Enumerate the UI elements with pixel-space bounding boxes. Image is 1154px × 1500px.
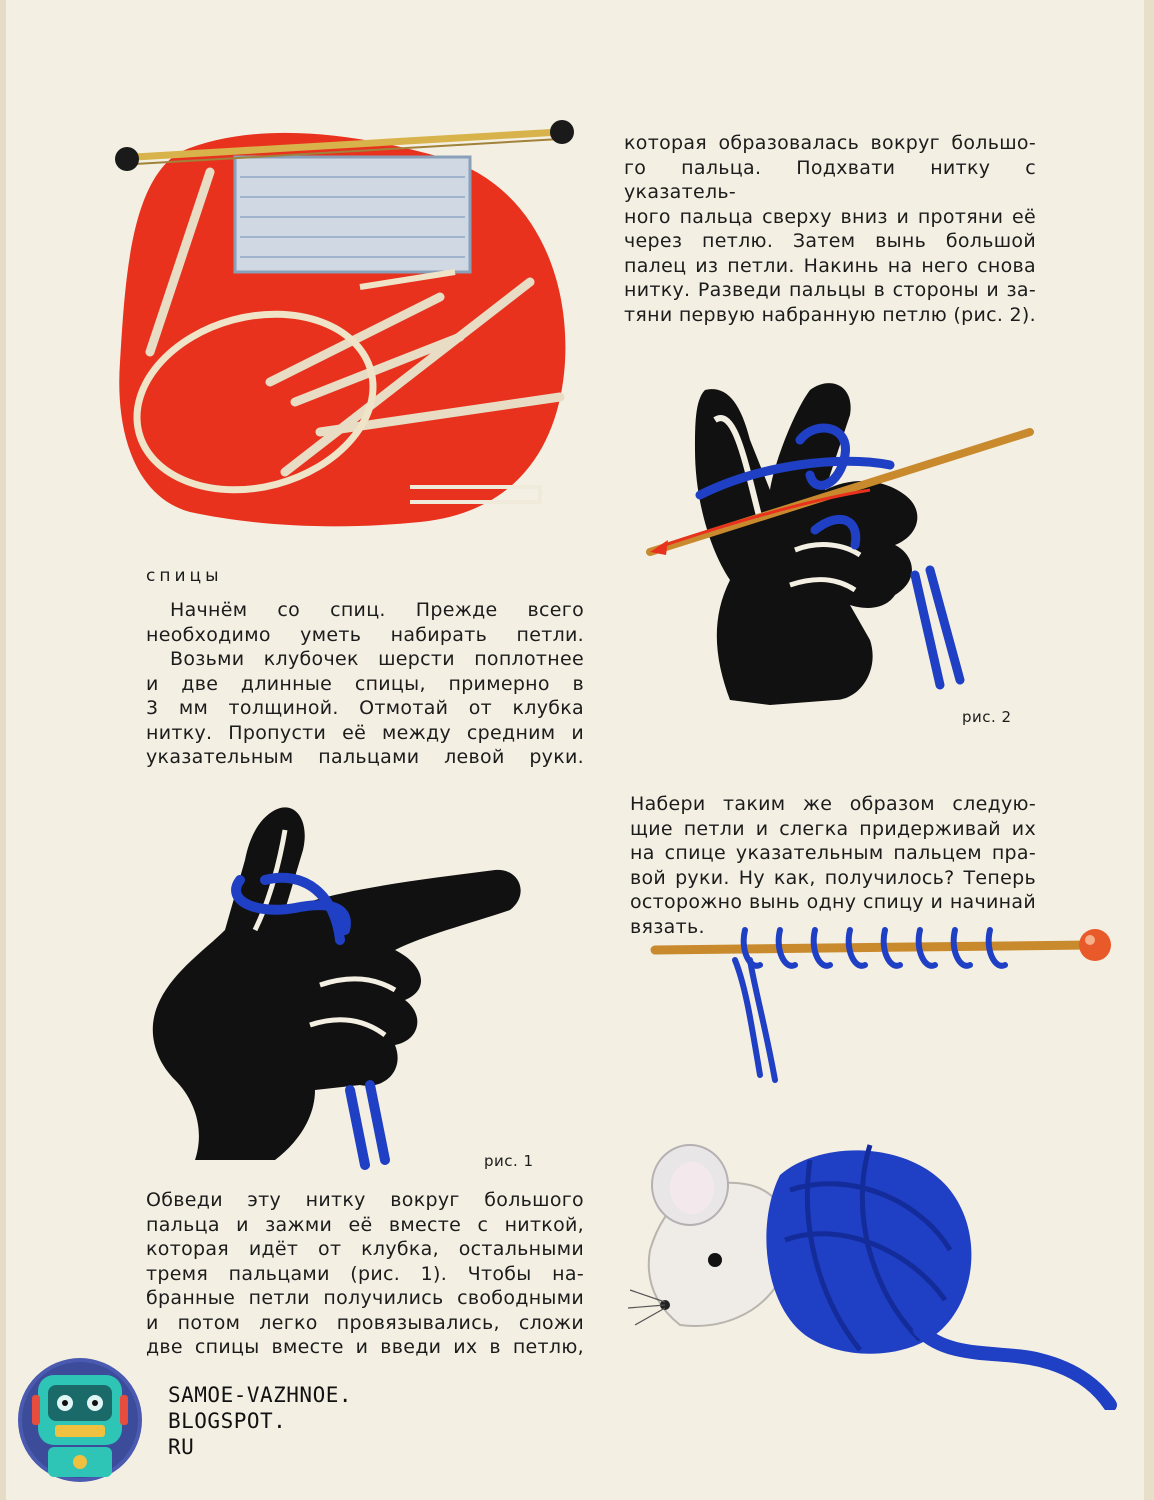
hand-silhouette	[153, 807, 521, 1160]
text-line: тяни первую набранную петлю (рис. 2).	[624, 303, 1036, 326]
needles-illustration	[110, 112, 580, 532]
mouse-eye	[708, 1253, 722, 1267]
text-line: пальца и зажми её вместе с ниткой,	[146, 1213, 584, 1236]
text-line: которая образовалась вокруг большо-	[624, 132, 1036, 154]
text-line: осторожно вынь одну спицу и начинай	[630, 891, 1036, 913]
text-line: вой руки. Ну как, получилось? Теперь	[630, 866, 1036, 889]
figure-2-hand-illustration	[640, 380, 1040, 710]
text-line: и потом легко провязывались, сложи	[146, 1311, 584, 1334]
watermark-line: RU	[168, 1435, 195, 1459]
watermark-text	[168, 1382, 352, 1460]
text-line: указательным пальцами левой руки.	[146, 746, 584, 768]
text-line: через петлю. Затем вынь большой	[624, 230, 1036, 252]
text-line: Набери таким же образом следую-	[630, 793, 1036, 815]
needle-knob-left	[115, 147, 139, 171]
mouse-and-yarn-ball-illustration	[620, 1130, 1120, 1410]
text-line: нитку. Разведи пальцы в стороны и за-	[624, 279, 1036, 301]
text-line: и две длинные спицы, примерно в	[146, 672, 584, 695]
watermark-line: SAMOE-VAZHNOE.	[168, 1383, 353, 1407]
figure-1-hand-illustration	[135, 800, 525, 1170]
text-line: палец из петли. Накинь на него снова	[624, 254, 1036, 277]
figure-2-caption: рис. 2	[962, 708, 1012, 726]
section-heading: спицы	[146, 566, 223, 586]
needle-head-knob	[1079, 929, 1111, 961]
text-line: го пальца. Подхвати нитку с указатель-	[624, 156, 1036, 203]
figure-1-caption: рис. 1	[484, 1152, 534, 1170]
robot-logo-icon	[10, 1355, 150, 1485]
bottom-left-paragraph	[146, 1188, 584, 1360]
text-line: бранные петли получились свободными	[146, 1287, 584, 1309]
watermark-line: BLOGSPOT.	[168, 1409, 287, 1433]
cast-on-stitches-illustration	[650, 915, 1120, 1085]
text-line: щие петли и слегка придерживай их	[630, 817, 1036, 840]
text-line: на спице указательным пальцем пра-	[630, 842, 1036, 864]
yarn-tail	[920, 1330, 1110, 1405]
text-line: тремя пальцами (рис. 1). Чтобы на-	[146, 1262, 584, 1285]
knitted-swatch	[235, 157, 470, 272]
text-line: две спицы вместе и введи их в петлю,	[146, 1336, 584, 1358]
top-right-paragraph	[624, 131, 1036, 327]
text-line: 3 мм толщиной. Отмотай от клубка	[146, 697, 584, 719]
text-line: Обведи эту нитку вокруг большого	[146, 1189, 584, 1211]
intro-paragraph	[146, 598, 584, 770]
needle-shaft	[655, 945, 1090, 950]
text-line: Возьми клубочек шерсти поплотнее	[170, 648, 584, 670]
text-line: нитку. Пропусти её между средним и	[146, 721, 584, 744]
text-line: необходимо уметь набирать петли.	[146, 623, 584, 646]
text-line: которая идёт от клубка, остальными	[146, 1238, 584, 1260]
text-line: ного пальца сверху вниз и протяни её	[624, 205, 1036, 228]
text-line: Начнём со спиц. Прежде всего	[170, 599, 584, 621]
text-line: вязать.	[630, 915, 705, 938]
needle-knob-right	[550, 120, 574, 144]
